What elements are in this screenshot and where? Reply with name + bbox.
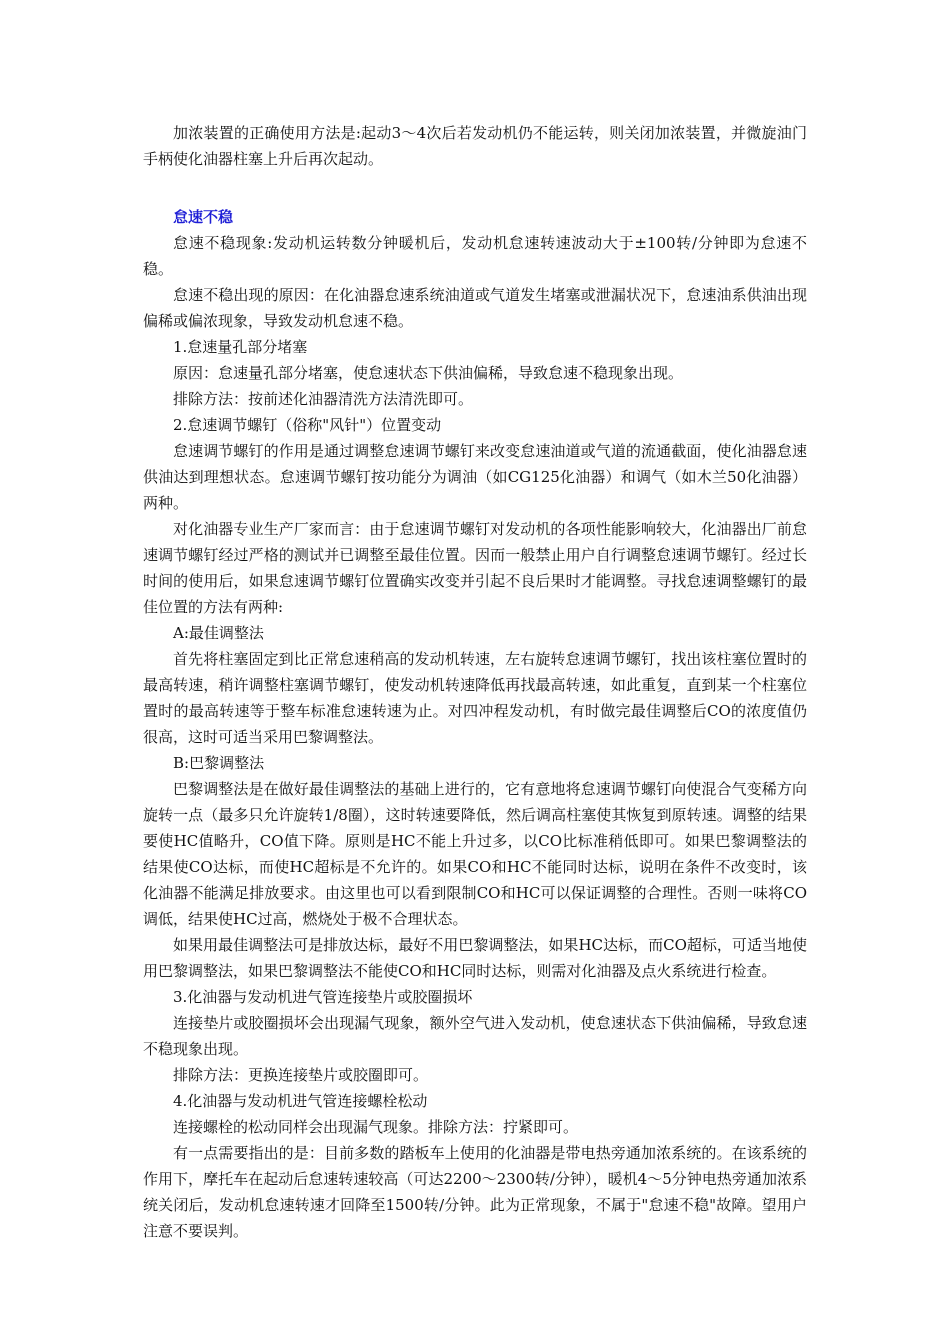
- paragraph: 怠速不稳现象:发动机运转数分钟暖机后，发动机怠速转速波动大于±100转/分钟即为怠速不稳。: [143, 234, 807, 278]
- paragraph: 连接垫片或胶圈损坏会出现漏气现象，额外空气进入发动机，使怠速状态下供油偏稀，导致怠速不稳现象出现。: [143, 1014, 807, 1058]
- document-body: [143, 120, 807, 1244]
- paragraph: 如果用最佳调整法可是排放达标，最好不用巴黎调整法，如果HC达标，而CO超标，可适当地使用巴黎调整法，如果巴黎调整法不能使CO和HC同时达标，则需对化油器及点火系统进行检查。: [143, 936, 807, 980]
- paragraph: 排除方法：按前述化油器清洗方法清洗即可。: [173, 390, 474, 408]
- subheading: 1.怠速量孔部分堵塞: [173, 338, 308, 356]
- subheading: 4.化油器与发动机进气管连接螺栓松动: [173, 1092, 428, 1110]
- paragraph: 首先将柱塞固定到比正常怠速稍高的发动机转速，左右旋转怠速调节螺钉，找出该柱塞位置时的最高转速，稍许调整柱塞调节螺钉，使发动机转速降低再找最高转速，如此重复，直到某一个柱塞位置时的最高转速等于整车标准怠速转速为止。对四冲程发动机，有时做完最佳调整后CO的浓度值仍很高，这时可适当采用巴黎调整法。: [143, 650, 807, 746]
- paragraph: 有一点需要指出的是：目前多数的踏板车上使用的化油器是带电热旁通加浓系统的。在该系统的作用下，摩托车在起动后怠速转速较高（可达2200～2300转/分钟），暖机4～5分钟电热旁通加浓系统关闭后，发动机怠速转速才回降至1500转/分钟。此为正常现象，不属于"怠速不稳"故障。望用户注意不要误判。: [143, 1144, 807, 1240]
- subheading: 3.化油器与发动机进气管连接垫片或胶圈损坏: [173, 988, 473, 1006]
- subheading: B:巴黎调整法: [173, 754, 265, 772]
- paragraph: 怠速不稳出现的原因：在化油器怠速系统油道或气道发生堵塞或泄漏状况下，怠速油系供油出现偏稀或偏浓现象，导致发动机怠速不稳。: [143, 286, 807, 330]
- paragraph: 巴黎调整法是在做好最佳调整法的基础上进行的，它有意地将怠速调节螺钉向使混合气变稀方向旋转一点（最多只允许旋转1/8圈），这时转速要降低，然后调高柱塞使其恢复到原转速。调整的结果要使HC值略升，CO值下降。原则是HC不能上升过多，以CO比标准稍低即可。如果巴黎调整法的结果使CO达标，而使HC超标是不允许的。如果CO和HC不能同时达标，说明在条件不改变时，该化油器不能满足排放要求。由这里也可以看到限制CO和HC可以保证调整的合理性。否则一味将CO调低，结果使HC过高，燃烧处于极不合理状态。: [143, 780, 807, 928]
- paragraph: 对化油器专业生产厂家而言：由于怠速调节螺钉对发动机的各项性能影响较大，化油器出厂前怠速调节螺钉经过严格的测试并已调整至最佳位置。因而一般禁止用户自行调整怠速调节螺钉。经过长时间的使用后，如果怠速调节螺钉位置确实改变并引起不良后果时才能调整。寻找怠速调整螺钉的最佳位置的方法有两种:: [143, 520, 807, 616]
- paragraph: 排除方法：更换连接垫片或胶圈即可。: [173, 1066, 429, 1084]
- subheading: 2.怠速调节螺钉（俗称"风针"）位置变动: [173, 416, 442, 434]
- subheading: A:最佳调整法: [173, 624, 264, 642]
- section-heading: 怠速不稳: [173, 208, 234, 226]
- spacer: [143, 172, 807, 204]
- paragraph: 怠速调节螺钉的作用是通过调整怠速调节螺钉来改变怠速油道或气道的流通截面，使化油器怠速供油达到理想状态。怠速调节螺钉按功能分为调油（如CG125化油器）和调气（如木兰50化油器）两种。: [143, 442, 807, 512]
- intro-paragraph: 加浓装置的正确使用方法是:起动3～4次后若发动机仍不能运转，则关闭加浓装置，并微旋油门手柄使化油器柱塞上升后再次起动。: [143, 124, 807, 168]
- paragraph: 连接螺栓的松动同样会出现漏气现象。排除方法：拧紧即可。: [173, 1118, 579, 1136]
- paragraph: 原因：怠速量孔部分堵塞，使怠速状态下供油偏稀，导致怠速不稳现象出现。: [173, 364, 684, 382]
